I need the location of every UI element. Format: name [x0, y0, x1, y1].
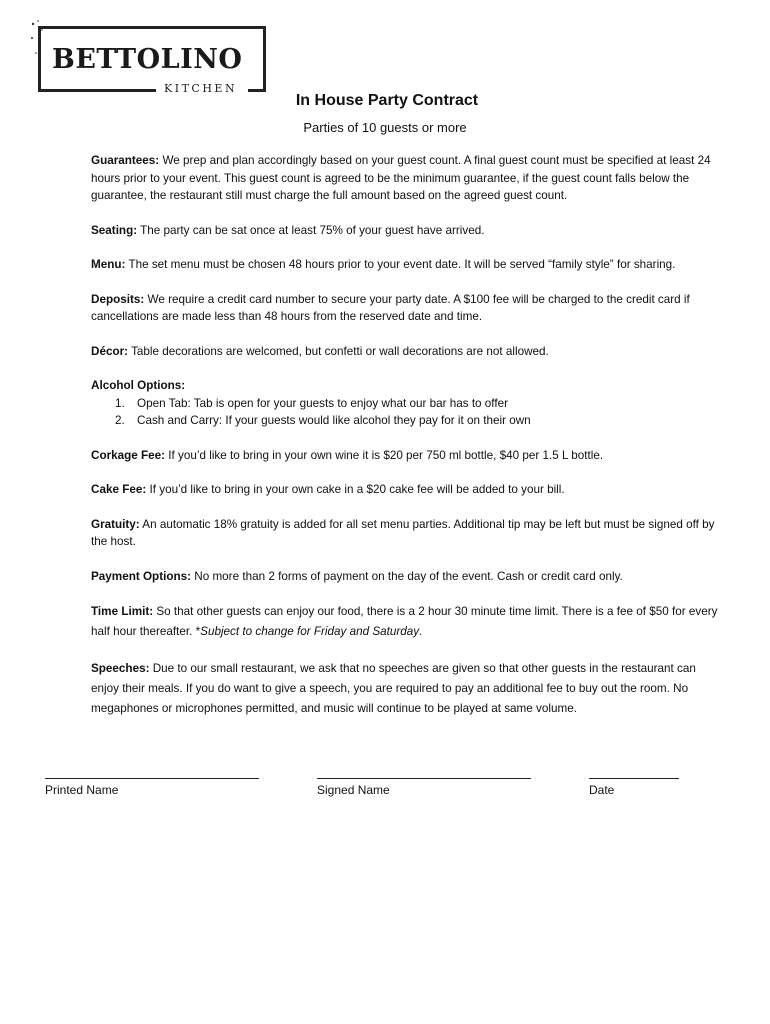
section-time-limit: [91, 602, 727, 642]
date-label: Date: [589, 783, 615, 797]
section-cake-fee: [91, 481, 727, 499]
section-text: So that other guests can enjoy our food, there is a 2 hour 30 minute time limit. There is a fee of $50 for every half hour thereafter. *: [91, 605, 718, 638]
section-text: No more than 2 forms of payment on the day of the event. Cash or credit card only.: [191, 569, 623, 583]
logo-sub-text: KITCHEN: [164, 82, 238, 95]
section-text-end: .: [419, 625, 423, 638]
section-decor: [91, 343, 727, 361]
section-seating: [91, 222, 727, 240]
section-label: Deposits:: [91, 292, 145, 306]
section-text: The set menu must be chosen 48 hours prior to your event date. It will be served “family style” for sharing.: [125, 258, 676, 271]
list-item: [115, 412, 727, 430]
section-label: Gratuity:: [91, 517, 140, 531]
section-italic-note: Subject to change for Friday and Saturday: [200, 625, 420, 638]
section-label: Menu:: [91, 258, 126, 271]
list-number: 1.: [115, 396, 125, 410]
section-text: Due to our small restaurant, we ask that no speeches are given so that other guests in the restaurant can enjoy their meals. If you do want to give a speech, you are required to pay an additional fee to buy out the room. No megaphones or microphones permitted, and music will continue to be played at same volume.: [91, 662, 696, 715]
section-label: Corkage Fee:: [91, 448, 166, 462]
signed-name-line[interactable]: [317, 766, 531, 779]
section-text: We prep and plan accordingly based on your guest count. A final guest count must be specified at least 24 hours prior to your event. This guest count is agreed to be the minimum guarantee, if the guest count falls below the guarantee, the restaurant still must charge the full amount based on the agreed guest count.: [91, 154, 711, 202]
list-text: Open Tab: Tab is open for your guests to enjoy what our bar has to offer: [137, 396, 508, 410]
section-guarantees: [91, 152, 727, 205]
alcohol-options-list: [91, 395, 727, 430]
printed-name-label: Printed Name: [45, 783, 119, 797]
section-text: The party can be sat once at least 75% of your guest have arrived.: [137, 223, 485, 237]
section-label: Alcohol Options:: [91, 379, 186, 392]
signed-name-block: [317, 766, 531, 797]
signed-name-label: Signed Name: [317, 783, 390, 797]
list-item: [115, 395, 727, 413]
section-label: Payment Options:: [91, 569, 192, 583]
page-title: In House Party Contract: [295, 92, 479, 109]
section-speeches: [91, 659, 727, 719]
list-text: Cash and Carry: If your guests would like alcohol they pay for it on their own: [137, 414, 531, 427]
page-subtitle: Parties of 10 guests or more: [303, 120, 467, 135]
section-text: An automatic 18% gratuity is added for all set menu parties. Additional tip may be left but must be signed off by the host.: [91, 517, 715, 548]
section-label: Décor:: [91, 344, 129, 358]
section-label: Speeches:: [91, 662, 150, 675]
section-alcohol-options: [91, 377, 727, 430]
section-label: Cake Fee:: [91, 483, 147, 496]
bettolino-logo: [36, 26, 268, 96]
section-payment-options: [91, 568, 727, 586]
printed-name-line[interactable]: [45, 766, 259, 779]
section-deposits: [91, 291, 727, 326]
list-number: 2.: [115, 414, 125, 427]
contract-body: [91, 152, 727, 736]
section-gratuity: [91, 516, 727, 551]
section-label: Time Limit:: [91, 605, 154, 618]
printed-name-block: [45, 766, 259, 797]
section-label: Guarantees:: [91, 154, 160, 167]
section-text: Table decorations are welcomed, but confetti or wall decorations are not allowed.: [128, 344, 549, 358]
section-corkage-fee: [91, 447, 727, 465]
section-menu: [91, 256, 727, 274]
logo-brand-text: BETTOLINO: [52, 44, 243, 75]
section-text: If you’d like to bring in your own wine it is $20 per 750 ml bottle, $40 per 1.5 L bottle.: [165, 448, 604, 462]
date-block: [589, 766, 679, 797]
section-text: If you’d like to bring in your own cake in a $20 cake fee will be added to your bill.: [146, 483, 565, 496]
section-text: We require a credit card number to secure your party date. A $100 fee will be charged to the credit card if cancellations are made less than 48 hours from the reserved date and time.: [91, 292, 690, 323]
date-line[interactable]: [589, 766, 679, 779]
section-label: Seating:: [91, 223, 138, 237]
